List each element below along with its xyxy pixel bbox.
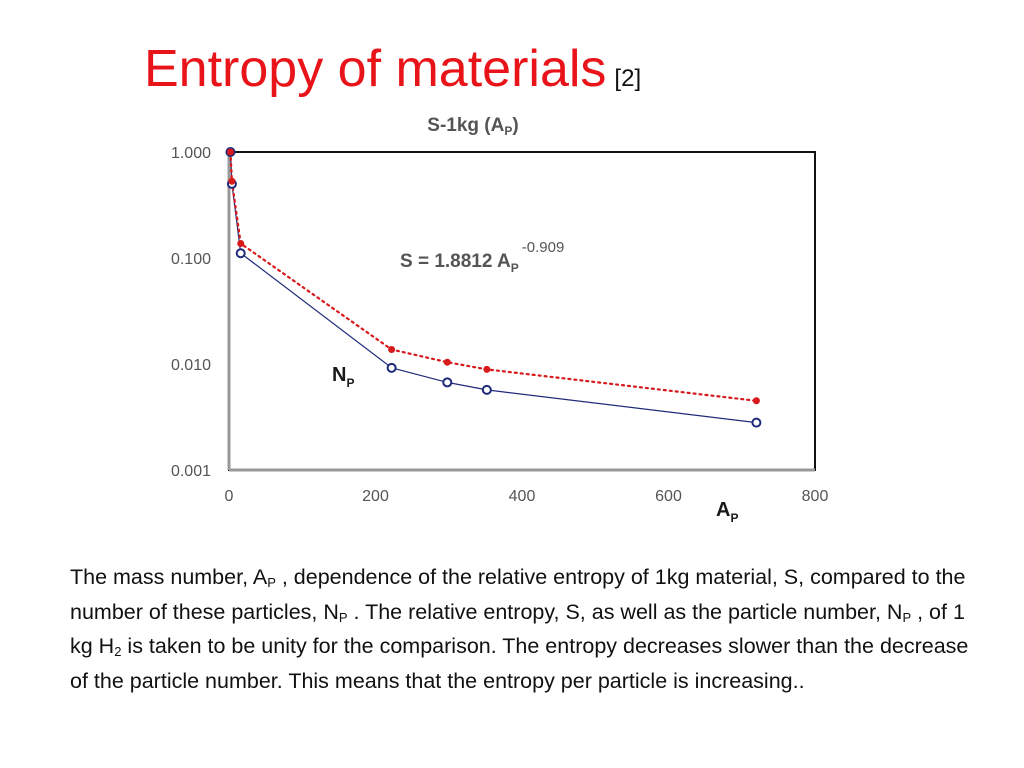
caption-subscript-4: 2 xyxy=(114,644,122,659)
x-axis-label xyxy=(716,499,738,525)
series-2-point xyxy=(227,149,234,156)
x-tick-label: 400 xyxy=(508,488,536,505)
x-tick-label: 200 xyxy=(362,488,389,505)
y-tick-label: 1.000 xyxy=(170,145,211,162)
series-2-point xyxy=(237,240,244,247)
x-axis-label-text: A xyxy=(716,499,731,521)
series-1-line xyxy=(231,152,757,423)
x-tick-label: 800 xyxy=(801,488,829,505)
series-1-point xyxy=(483,386,491,394)
entropy-chart xyxy=(150,105,850,535)
caption xyxy=(70,560,970,698)
series-2-point xyxy=(483,366,490,373)
series-2-point xyxy=(444,359,451,366)
caption-text-5: is taken to be unity for the comparison. The entropy decreases slower than the decrease of the particle number. This means that the entropy per particle is increasing.. xyxy=(70,634,969,693)
chart-title-tail: ) xyxy=(512,115,519,136)
series-2-line xyxy=(231,152,757,401)
caption-text-3: . The relative entropy, S, as well as the particle number, N xyxy=(347,599,903,624)
equation-text: S = 1.8812 A xyxy=(400,251,511,272)
series-1-point xyxy=(237,249,245,257)
chart-title-text: S-1kg (A xyxy=(427,115,505,136)
slide-title-text: Entropy of materials xyxy=(144,40,607,98)
equation-annotation xyxy=(400,239,564,275)
x-tick-label: 0 xyxy=(224,488,234,505)
caption-subscript-1: P xyxy=(267,575,276,590)
caption-text-2: , dependence of the relative entropy of 1kg material, S, compared to the number of these particles, N xyxy=(70,565,966,624)
caption-subscript-2: P xyxy=(338,609,348,625)
x-axis-label-subscript: P xyxy=(730,511,739,525)
series-2-point xyxy=(228,178,235,185)
series-label-np-subscript: P xyxy=(346,376,355,390)
series-1-point xyxy=(388,364,396,372)
caption-text-4: , of 1 kg H xyxy=(70,599,965,658)
caption-text-1: The mass number, A xyxy=(70,565,268,589)
series-label-np-text: N xyxy=(332,364,347,386)
series-label-np xyxy=(332,364,354,390)
caption-subscript-3: P xyxy=(902,609,912,625)
chart-points xyxy=(226,148,760,427)
y-tick-label: 0.001 xyxy=(170,463,211,480)
series-1-point xyxy=(443,378,451,386)
y-tick-label: 0.100 xyxy=(170,251,211,268)
chart-curves xyxy=(231,152,757,423)
slide-title xyxy=(144,38,641,110)
slide-title-reference: [2] xyxy=(614,65,642,92)
series-2-point xyxy=(753,397,760,404)
series-2-point xyxy=(388,346,395,353)
series-1-point xyxy=(752,419,760,427)
y-tick-label: 0.010 xyxy=(170,357,211,374)
chart-title xyxy=(427,115,518,138)
equation-exponent: -0.909 xyxy=(521,239,565,256)
chart-axes xyxy=(171,145,828,505)
equation-subscript: P xyxy=(510,261,519,275)
x-tick-label: 600 xyxy=(655,488,682,505)
chart-title-subscript: P xyxy=(504,124,513,138)
